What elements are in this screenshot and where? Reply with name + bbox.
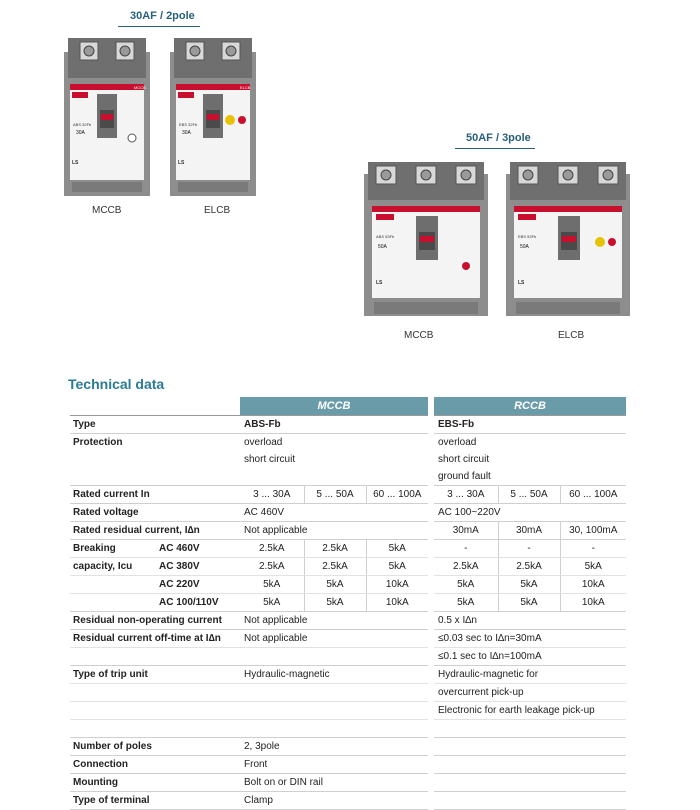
g2-elcb-caption: ELCB bbox=[558, 330, 585, 341]
g1-elcb-model: EBS 32Fb bbox=[179, 122, 198, 127]
g1-mccb-caption: MCCB bbox=[92, 205, 122, 216]
header-row bbox=[70, 397, 626, 416]
g1-elcb-caption: ELCB bbox=[204, 205, 231, 216]
group1-label: 30AF / 2pole bbox=[130, 10, 195, 22]
technical-data-table bbox=[70, 397, 626, 810]
row-protection-2: short circuit short circuit bbox=[244, 454, 490, 465]
row-trip-unit-3: Electronic for earth leakage pick-up bbox=[70, 702, 626, 720]
g2-mccb-amp: 50A bbox=[378, 244, 387, 250]
g2-elcb-model: EBS 53Fb bbox=[518, 234, 537, 239]
mccb-3pole-image bbox=[362, 158, 490, 318]
row-terminal: Type of terminal Clamp bbox=[70, 792, 626, 810]
row-mounting: Mounting Bolt on or DIN rail bbox=[70, 774, 626, 792]
g1-elcb-amp: 30A bbox=[182, 130, 191, 136]
row-rated-residual: Rated residual current, I∆n Not applicable 30mA 30mA 30, 100mA bbox=[70, 522, 626, 540]
rccb-header: RCCB bbox=[434, 397, 626, 416]
row-type: Type ABS-Fb EBS-Fb bbox=[70, 416, 626, 434]
row-trip-unit-2: overcurrent pick-up bbox=[70, 684, 626, 702]
g2-mccb-model: ABS 53Fb bbox=[376, 234, 395, 239]
row-breaking-4: AC 100/110V 5kA 5kA 10kA 5kA 5kA 10kA bbox=[70, 594, 626, 612]
technical-data-title: Technical data bbox=[68, 376, 165, 392]
svg-text:LS: LS bbox=[178, 160, 185, 166]
row-protection-1: Protection overload overload bbox=[73, 437, 477, 448]
elcb-2pole-image bbox=[168, 34, 260, 198]
svg-text:LS: LS bbox=[72, 160, 79, 166]
row-breaking-1: Breaking AC 460V 2.5kA 2.5kA 5kA - - - bbox=[70, 540, 626, 558]
row-trip-unit-1: Type of trip unit Hydraulic-magnetic Hydraulic-magnetic for bbox=[70, 666, 626, 684]
elcb-tag-text: ELCB bbox=[240, 85, 251, 90]
group2-label: 50AF / 3pole bbox=[466, 132, 531, 144]
row-rated-current: Rated current In 3 ... 30A 5 ... 50A 60 ... 100A 3 ... 30A 5 ... 50A 60 ... 100A bbox=[70, 486, 626, 504]
mccb-tag-text: MCCB bbox=[134, 85, 146, 90]
row-protection-3: ground fault bbox=[70, 468, 626, 486]
svg-text:LS: LS bbox=[518, 280, 525, 286]
group2-underline bbox=[455, 148, 535, 149]
row-poles: Number of poles 2, 3pole bbox=[70, 738, 626, 756]
row-breaking-2: capacity, Icu AC 380V 2.5kA 2.5kA 5kA 2.5kA 2.5kA 5kA bbox=[70, 558, 626, 576]
g1-mccb-model: ABS 32Fb bbox=[73, 122, 92, 127]
row-connection: Connection Front bbox=[70, 756, 626, 774]
row-residual-offtime-1: Residual current off-time at I∆n Not applicable ≤0.03 sec to I∆n=30mA bbox=[70, 630, 626, 648]
row-residual-offtime-2: ≤0.1 sec to I∆n=100mA bbox=[70, 648, 626, 666]
row-breaking-3: AC 220V 5kA 5kA 10kA 5kA 5kA 10kA bbox=[70, 576, 626, 594]
mccb-2pole-image bbox=[62, 34, 154, 198]
row-residual-nonop: Residual non-operating current Not applicable 0.5 x I∆n bbox=[70, 612, 626, 630]
mccb-header: MCCB bbox=[240, 397, 428, 416]
svg-text:LS: LS bbox=[376, 280, 383, 286]
g2-elcb-amp: 50A bbox=[520, 244, 529, 250]
group1-underline bbox=[118, 26, 200, 27]
elcb-3pole-image bbox=[504, 158, 632, 318]
g2-mccb-caption: MCCB bbox=[404, 330, 434, 341]
g1-mccb-amp: 30A bbox=[76, 130, 85, 136]
row-trip-unit-spacer bbox=[70, 720, 626, 738]
row-rated-voltage: Rated voltage AC 460V AC 100~220V bbox=[70, 504, 626, 522]
